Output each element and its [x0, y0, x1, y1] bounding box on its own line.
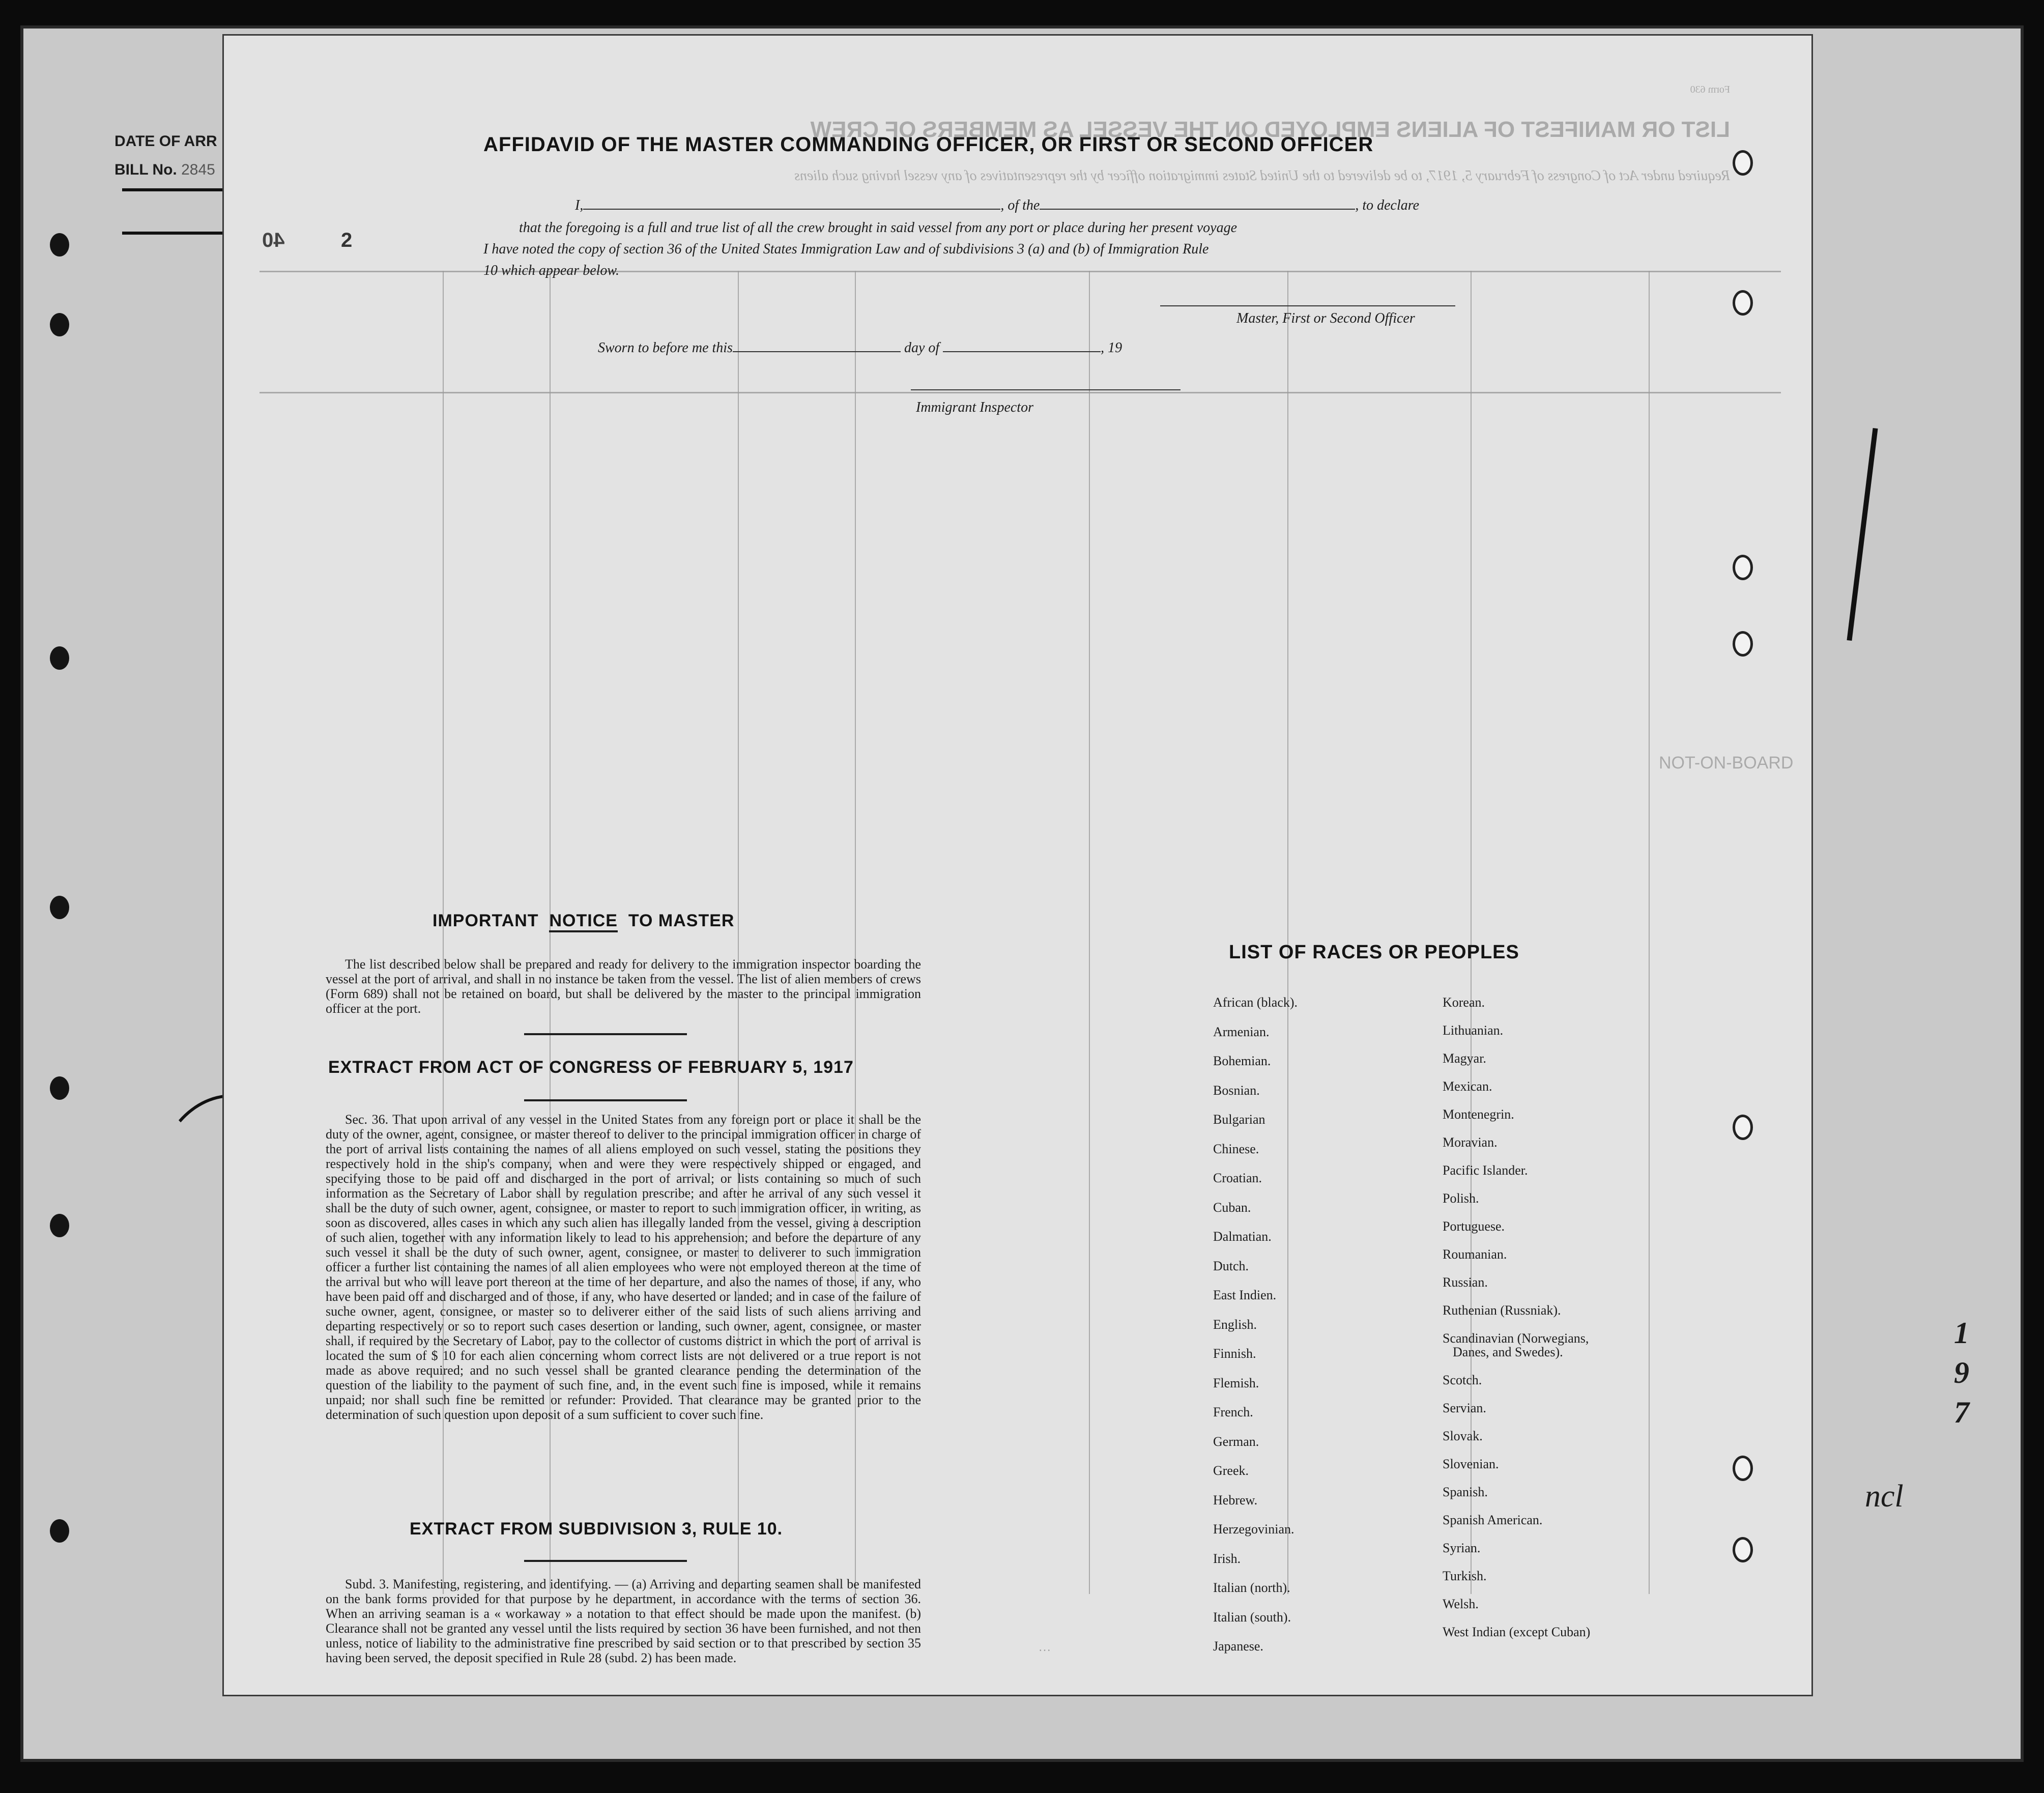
punch-hole: [50, 233, 69, 257]
bleed-header: LIST OR MANIFEST OF ALIENS EMPLOYED ON THE VESSEL AS MEMBERS OF CREW: [810, 117, 1730, 142]
bleed-footnote: …: [1038, 1639, 1051, 1654]
punch-hole: [50, 313, 69, 336]
extract-rule-heading: EXTRACT FROM SUBDIVISION 3, RULE 10.: [410, 1519, 783, 1539]
race-item: Moravian.: [1443, 1135, 1498, 1150]
affidavit-line-4: 10 which appear below.: [483, 263, 620, 278]
bleed-form-number: Form 630: [1690, 84, 1730, 95]
race-item: Spanish American.: [1443, 1513, 1543, 1527]
sworn-line: Sworn to before me this day of , 19: [598, 340, 1122, 356]
race-item: African (black).: [1213, 995, 1298, 1010]
bleed-not-on-board: NOT-ON-BOARD: [1659, 753, 1794, 773]
extract-act-heading: EXTRACT FROM ACT OF CONGRESS OF FEBRUARY 5, 1917: [328, 1058, 854, 1077]
race-item: Danes, and Swedes).: [1453, 1345, 1563, 1359]
race-item: Croatian.: [1213, 1171, 1262, 1185]
punch-hole: [50, 646, 69, 670]
race-item: Lithuanian.: [1443, 1023, 1504, 1038]
race-item: Turkish.: [1443, 1569, 1487, 1583]
punch-hole: [50, 1519, 69, 1543]
races-heading: LIST OF RACES OR PEOPLES: [1229, 942, 1519, 963]
arrival-date-stamp: [114, 127, 217, 184]
ghost-column-rule: [1089, 271, 1090, 1594]
race-item: Dutch.: [1213, 1258, 1249, 1273]
race-item: Hebrew.: [1213, 1492, 1258, 1507]
master-label: Master, First or Second Officer: [1236, 310, 1415, 326]
race-item: German.: [1213, 1434, 1259, 1449]
binder-ring: [1733, 631, 1753, 657]
race-item: Bulgarian: [1213, 1112, 1265, 1127]
race-item: East Indien.: [1213, 1288, 1277, 1302]
race-item: Herzegovinian.: [1213, 1522, 1294, 1536]
stamp-bill-label: BILL No. 2845: [114, 161, 215, 178]
race-item: Russian.: [1443, 1275, 1488, 1290]
race-item: Mexican.: [1443, 1079, 1492, 1094]
race-item: Pacific Islander.: [1443, 1163, 1528, 1178]
race-item: Syrian.: [1443, 1541, 1481, 1555]
race-item: Magyar.: [1443, 1051, 1486, 1066]
race-item: Cuban.: [1213, 1200, 1251, 1215]
ghost-column-rule: [1649, 271, 1650, 1594]
race-item: Korean.: [1443, 995, 1485, 1010]
notice-divider: [524, 1033, 687, 1035]
affidavit-line-1: I, , of the , to declare: [575, 197, 1420, 213]
punch-hole: [50, 1214, 69, 1237]
race-item: West Indian (except Cuban): [1443, 1625, 1591, 1639]
race-item: Scotch.: [1443, 1373, 1482, 1387]
ghost-table-header-rule: [260, 392, 1781, 393]
notice-heading-underlined: NOTICE: [549, 911, 617, 932]
race-item: Slovak.: [1443, 1429, 1483, 1443]
race-item: Irish.: [1213, 1551, 1241, 1566]
race-item: Welsh.: [1443, 1597, 1479, 1611]
binder-ring: [1733, 1537, 1753, 1562]
binder-ring: [1733, 1115, 1753, 1140]
race-item: Italian (north).: [1213, 1580, 1290, 1595]
extract-rule-divider: [524, 1560, 687, 1562]
extract-rule-text: Subd. 3. Manifesting, registering, and identifying. — (a) Arriving and departing seamen shall be manifested on the bank forms provided for that purpose by he department, in accordance with the terms of section 36. When an arriving seaman is a « workaway » a notation to that effect should be made upon the manifest. (b) Clearance shall not be granted any vessel until the lists required by section 36 have been furnished, and not then unless, notice of liability to the administrative fine prescribed by said section or to that prescribed by section 35 having been served, the deposit specified in Rule 28 (subd. 2) has been made.: [326, 1577, 921, 1665]
race-item: Italian (south).: [1213, 1609, 1291, 1625]
stamp-bill-number: 2845: [181, 161, 215, 178]
race-item: Polish.: [1443, 1191, 1479, 1206]
inspector-signature-line: [911, 389, 1181, 390]
race-item: English.: [1213, 1317, 1257, 1332]
handwritten-word: ncl: [1865, 1479, 1904, 1514]
ghost-column-rule: [1287, 271, 1288, 1594]
race-item: Portuguese.: [1443, 1219, 1505, 1234]
master-signature-line: [1160, 305, 1455, 306]
binder-ring: [1733, 290, 1753, 316]
affidavit-line-3: I have noted the copy of section 36 of the United States Immigration Law and of subdivisions 3 (a) and (b) of Immigration Rule: [483, 241, 1209, 257]
race-item: Spanish.: [1443, 1485, 1488, 1499]
race-item: Ruthenian (Russniak).: [1443, 1303, 1561, 1318]
stamp-date-label: DATE OF ARR: [114, 133, 217, 150]
binder-ring: [1733, 555, 1753, 580]
ghost-column-rule: [1471, 271, 1472, 1594]
bleed-subheader: Required under Act of Congress of February 5, 1917, to be delivered to the United States immigration officer by the representatives of any vessel having such aliens: [794, 168, 1730, 184]
race-item: Servian.: [1443, 1401, 1486, 1415]
page-number-left-2: 2: [341, 229, 353, 251]
affidavit-line-2: that the foregoing is a full and true list of all the crew brought in said vessel from any port or place during her present voyage: [519, 220, 1237, 236]
handwritten-tally: 1 9 7: [1954, 1316, 1969, 1429]
race-item: Roumanian.: [1443, 1247, 1507, 1262]
race-item: Armenian.: [1213, 1024, 1270, 1039]
inspector-label: Immigrant Inspector: [916, 400, 1033, 415]
race-item: Japanese.: [1213, 1639, 1263, 1654]
binder-ring: [1733, 150, 1753, 176]
punch-hole: [50, 896, 69, 919]
stamp-underline: [122, 188, 226, 191]
binder-ring: [1733, 1456, 1753, 1481]
race-item: French.: [1213, 1405, 1253, 1419]
race-item: Greek.: [1213, 1463, 1249, 1478]
race-item: Bohemian.: [1213, 1054, 1271, 1068]
race-item: Dalmatian.: [1213, 1229, 1272, 1244]
extract-act-divider: [524, 1099, 687, 1101]
race-item: Chinese.: [1213, 1141, 1259, 1156]
notice-heading: IMPORTANT NOTICE TO MASTER: [433, 911, 734, 931]
race-item: Montenegrin.: [1443, 1107, 1514, 1122]
notice-text: The list described below shall be prepared and ready for delivery to the immigration inspector boarding the vessel at the port of arrival, and shall in no instance be taken from the vessel. The list of alien members of crews (Form 689) shall not be retained on board, but shall be delivered by the master to the principal immigration officer at the port.: [326, 957, 921, 1016]
race-item: Finnish.: [1213, 1346, 1256, 1361]
affidavit-sheet: [224, 36, 1811, 1695]
page-number-left: 40: [262, 229, 285, 251]
race-item: Scandinavian (Norwegians,: [1443, 1331, 1589, 1346]
affidavit-title: AFFIDAVID OF THE MASTER COMMANDING OFFICER, OR FIRST OR SECOND OFFICER: [483, 133, 1374, 156]
race-item: Flemish.: [1213, 1375, 1259, 1390]
punch-hole: [50, 1076, 69, 1100]
extract-act-text: Sec. 36. That upon arrival of any vessel in the United States from any foreign port or place it shall be the duty of the owner, agent, consignee, or master thereof to deliver to the principal immigration officer in charge of the port of arrival lists containing the names of all aliens employed on such vessel, stating the positions they respectively hold in the ship's company, when and were they were respectively shipped or engaged, and specifying those to be paid off and discharged in the port of arrival; or lists containing so much of such information as the Secretary of Labor shall by regulation prescribe; and after he arrival of any such vessel it shall be the duty of such owner, agent, consignee, or master to report to such immigration officer, in writing, as soon as discovered, alles cases in which any such alien has illegally landed from the vessel, giving a description of such alien, together with any information likely to lead to his apprehension; and before the departure of any such vessel it shall be the duty of such owner, agent, consignee, or master to deliverer to such immigration officer a further list containing the names of all alien employees who were not employed thereon at the time of the arrival but who will leave port thereon at the time of her departure, and also the names of those, if any, who have been paid off and discharged and of those, if any, who have deserted or landed; and in case of the failure of suche owner, agent, consignee, or master so to deliverer either of the said lists of such aliens arriving and departing respectively or so to report such cases desertion or landing, such owner, agent, consignee, or master shall, if required by the Secretary of Labor, pay to the collector of customs district in which the port of arrival is located the sum of $ 10 for each alien concerning whom correct lists are not delivered or a true report is not made as above required; and no such vessel shall be granted clearance pending the determination of the question of the liability to the payment of such fine, and, in the event such fine is imposed, while it remains unpaid; nor shall such fine be remitted or refunder: Provided. That clearance may be granted prior to the determination of such question upon deposit of a sum sufficient to cover such fine.: [326, 1112, 921, 1422]
race-item: Bosnian.: [1213, 1083, 1260, 1098]
race-item: Slovenian.: [1443, 1457, 1499, 1471]
stamp-underline-2: [122, 232, 226, 235]
